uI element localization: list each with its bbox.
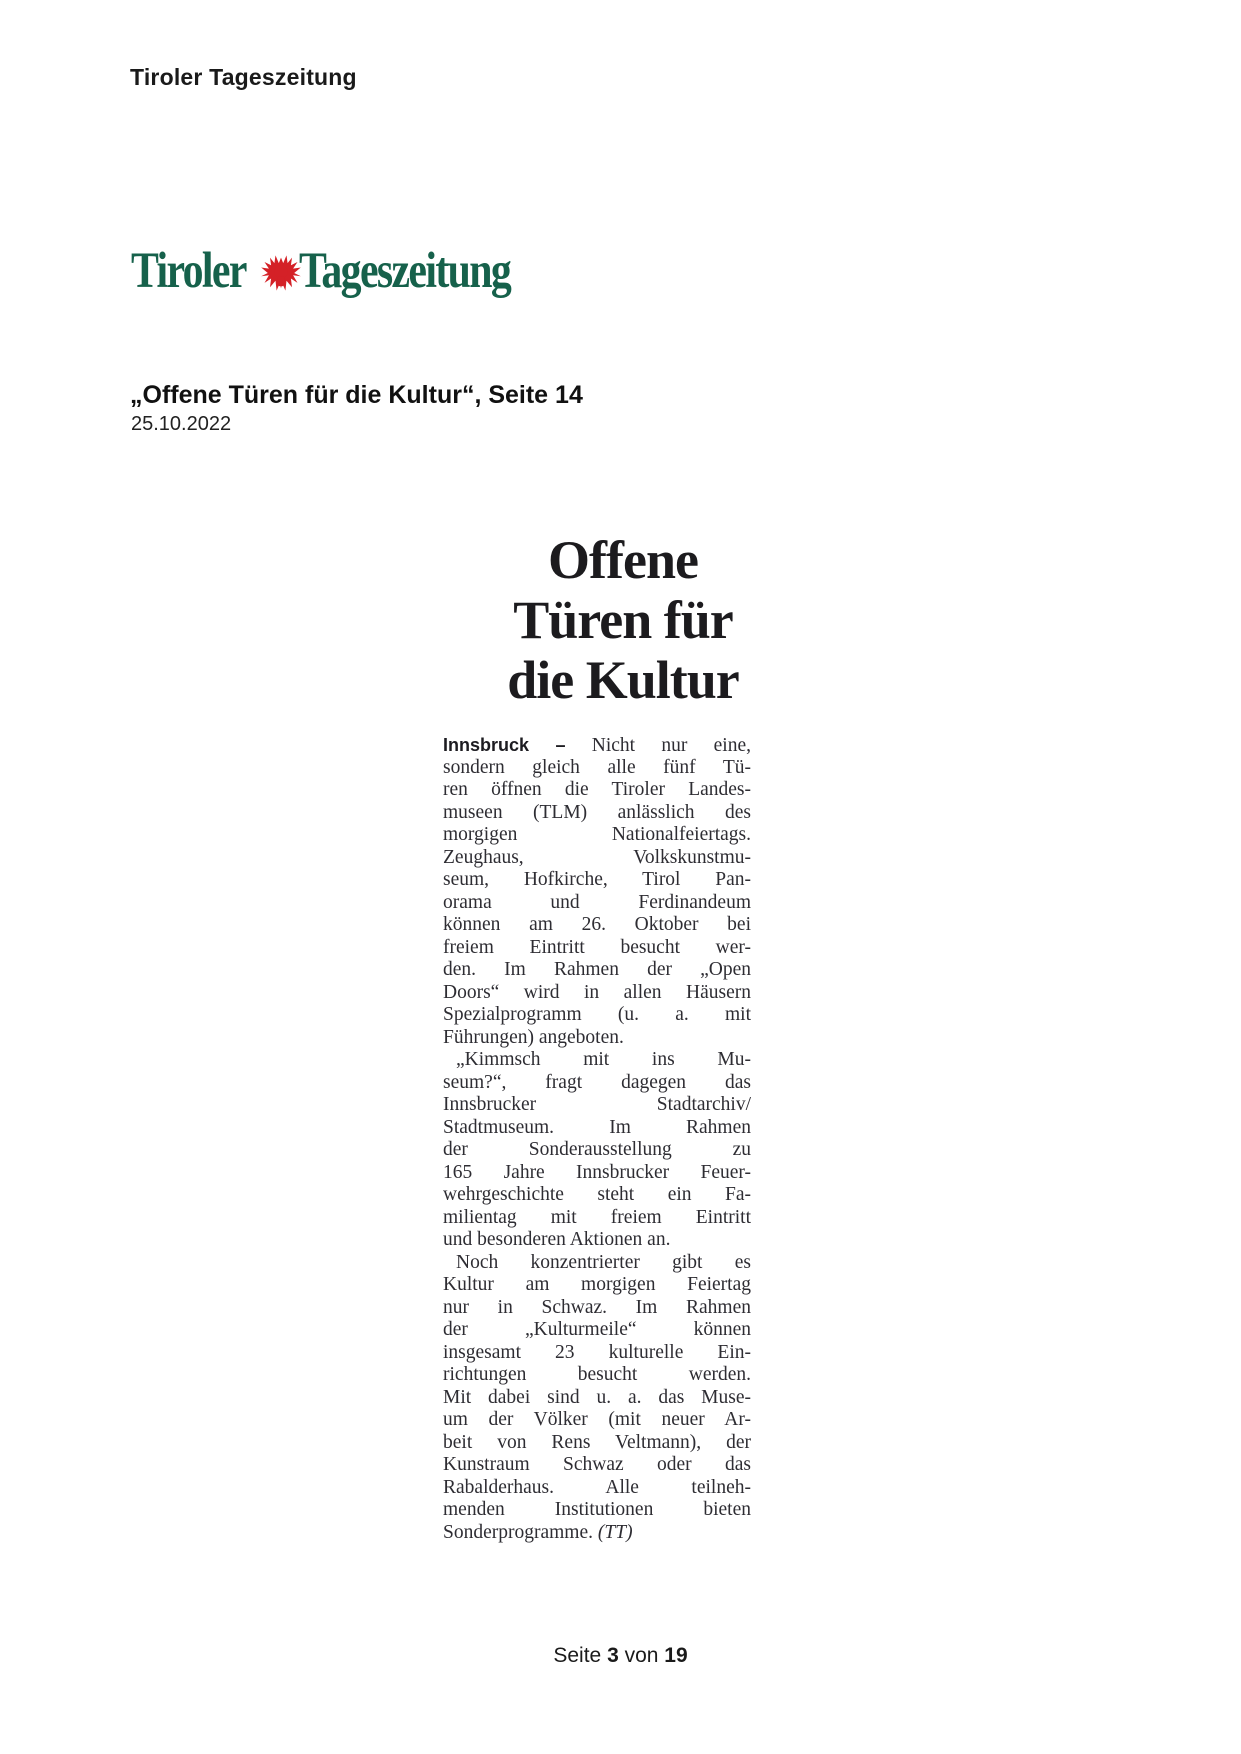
article-line: nur in Schwaz. Im Rahmen: [443, 1296, 751, 1318]
page-number-footer: [0, 1644, 1241, 1668]
article-line: menden Institutionen bieten: [443, 1499, 751, 1520]
article-line: milientag mit freiem Eintritt: [443, 1206, 751, 1228]
tyrolean-eagle-icon: [259, 250, 303, 296]
article-line: freiem Eintritt besucht wer-: [443, 936, 751, 958]
article-line: wehrgeschichte steht ein Fa-: [443, 1184, 751, 1205]
footer-total-pages: 19: [664, 1644, 688, 1667]
article-credit: (TT): [597, 1521, 633, 1543]
article-lead-location: Innsbruck –: [443, 735, 566, 755]
article-line: können am 26. Oktober bei: [443, 914, 751, 935]
article-headline-line: Offene: [548, 530, 698, 590]
article-headline-line: Türen für: [513, 590, 733, 650]
source-name-header: Tiroler Tageszeitung: [130, 64, 357, 90]
article-body: [443, 734, 751, 1544]
article-line: museen (TLM) anlässlich des: [443, 801, 751, 823]
article-line: „Kimmsch mit ins Mu-: [456, 1049, 751, 1070]
article-line: beit von Rens Veltmann), der: [443, 1431, 751, 1453]
article-line: Sonderprogramme. (TT): [443, 1521, 633, 1543]
article-line: Kunstraum Schwaz oder das: [443, 1454, 751, 1475]
article-line: um der Völker (mit neuer Ar-: [443, 1409, 751, 1430]
article-line: Innsbrucker Stadtarchiv/: [443, 1094, 751, 1115]
article-line: Zeughaus, Volkskunstmu-: [443, 846, 751, 868]
footer-label-of: von: [624, 1644, 659, 1667]
clipping-title: „Offene Türen für die Kultur“, Seite 14: [130, 381, 583, 409]
footer-label-page: Seite: [553, 1644, 602, 1667]
article-line: insgesamt 23 kulturelle Ein-: [443, 1341, 751, 1363]
article-line: Mit dabei sind u. a. das Muse-: [443, 1386, 751, 1408]
article-line: der „Kulturmeile“ können: [443, 1319, 751, 1340]
article-line: Kultur am morgigen Feiertag: [443, 1274, 751, 1295]
article-line: seum, Hofkirche, Tirol Pan-: [443, 869, 751, 890]
article-line: Noch konzentrierter gibt es: [456, 1251, 751, 1273]
footer-current-page: 3: [607, 1644, 619, 1667]
article-clipping: [443, 530, 751, 1544]
article-line: sondern gleich alle fünf Tü-: [443, 756, 751, 778]
clipping-date: 25.10.2022: [131, 413, 232, 435]
logo-word-tiroler: Tiroler: [131, 243, 246, 299]
article-line: Führungen) angeboten.: [443, 1026, 624, 1048]
article-line: Innsbruck – Nicht nur eine,: [443, 735, 752, 756]
article-line: 165 Jahre Innsbrucker Feuer-: [443, 1161, 751, 1183]
article-line: Spezialprogramm (u. a. mit: [443, 1004, 751, 1025]
article-headline: [469, 530, 777, 710]
article-line: morgigen Nationalfeiertags.: [443, 824, 751, 845]
article-line: der Sonderausstellung zu: [443, 1139, 751, 1160]
newspaper-logo: [131, 243, 556, 299]
article-line: Doors“ wird in allen Häusern: [443, 981, 751, 1003]
logo-word-tageszeitung: Tageszeitung: [298, 243, 511, 299]
article-line: seum?“, fragt dagegen das: [443, 1071, 751, 1093]
article-line: und besonderen Aktionen an.: [443, 1229, 671, 1250]
article-line: ren öffnen die Tiroler Landes-: [443, 779, 751, 800]
article-line: den. Im Rahmen der „Open: [443, 959, 751, 980]
article-line: richtungen besucht werden.: [443, 1364, 751, 1385]
article-headline-line: die Kultur: [507, 650, 739, 710]
article-line: Stadtmuseum. Im Rahmen: [443, 1116, 751, 1138]
article-line: orama und Ferdinandeum: [443, 891, 751, 913]
article-line: Rabalderhaus. Alle teilneh-: [443, 1476, 751, 1498]
